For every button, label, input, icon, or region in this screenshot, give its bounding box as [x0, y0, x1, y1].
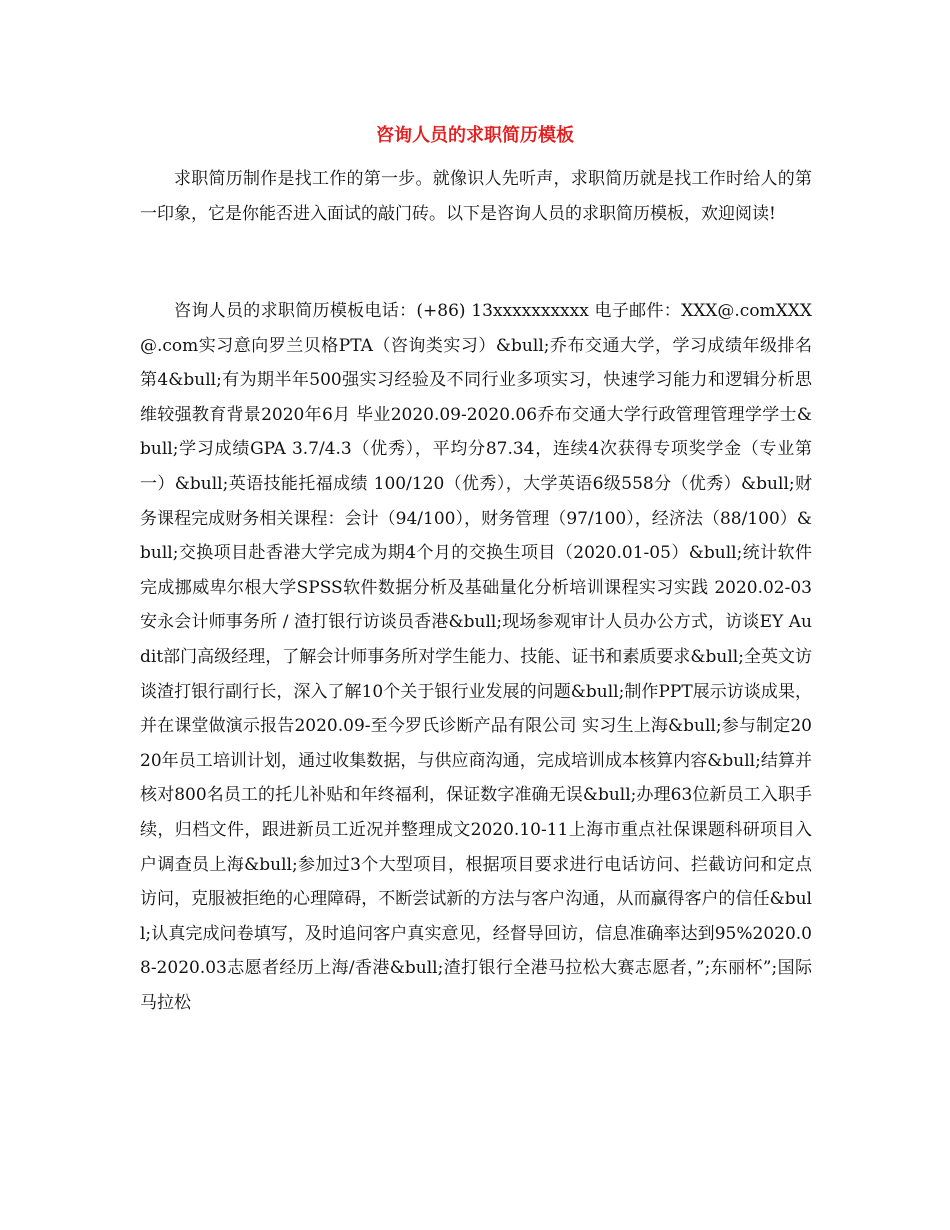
document-title: 咨询人员的求职简历模板 — [376, 125, 574, 146]
intro-paragraph: 求职简历制作是找工作的第一步。就像识人先听声，求职简历就是找工作时给人的第一印象，它是你能否进入面试的敲门砖。以下是咨询人员的求职简历模板，欢迎阅读! — [140, 169, 812, 224]
resume-paragraph: 咨询人员的求职简历模板电话：(+86) 13xxxxxxxxxx 电子邮件：XXX@.comXXX@.com实习意向罗兰贝格PTA（咨询类实习）&bull;乔布交通大学，学习成绩年级排名第4&bull;有为期半年500强实习经验及不同行业多项实习，快速学习能力和逻辑分析思维较强教育背景2020年6月 毕业2020.09-2020.06乔布交通大学行政管理管理学学士&bull;学习成绩GPA 3.7/4.3（优秀），平均分87.34，连续4次获得专项奖学金（专业第一）&bull;英语技能托福成绩 100/120（优秀），大学英语6级558分（优秀）&bull;财务课程完成财务相关课程：会计（94/100），财务管理（97/100），经济法（88/100）&bull;交换项目赴香港大学完成为期4个月的交换生项目（2020.01-05）&bull;统计软件完成挪威卑尔根大学SPSS软件数据分析及基础量化分析培训课程实习实践 2020.02-03安永会计师事务所 / 渣打银行访谈员香港&bull;现场参观审计人员办公方式，访谈EY Audit部门高级经理，了解会计师事务所对学生能力、技能、证书和素质要求&bull;全英文访谈渣打银行副行长，深入了解10个关于银行业发展的问题&bull;制作PPT展示访谈成果，并在课堂做演示报告2020.09-至今罗氏诊断产品有限公司 实习生上海&bull;参与制定2020年员工培训计划，通过收集数据，与供应商沟通，完成培训成本核算内容&bull;结算并核对800名员工的托儿补贴和年终福利，保证数字准确无误&bull;办理63位新员工入职手续，归档文件，跟进新员工近况并整理成文2020.10-11上海市重点社保课题科研项目入户调查员上海&bull;参加过3个大型项目，根据项目要求进行电话访问、拦截访问和定点访问，克服被拒绝的心理障碍，不断尝试新的方法与客户沟通，从而赢得客户的信任&bull;认真完成问卷填写，及时追问客户真实意见，经督导回访，信息准确率达到95%2020.08-2020.03志愿者经历上海/香港&bull;渣打银行全港马拉松大赛志愿者，”;东丽杯”;国际马拉松 — [140, 301, 812, 1013]
